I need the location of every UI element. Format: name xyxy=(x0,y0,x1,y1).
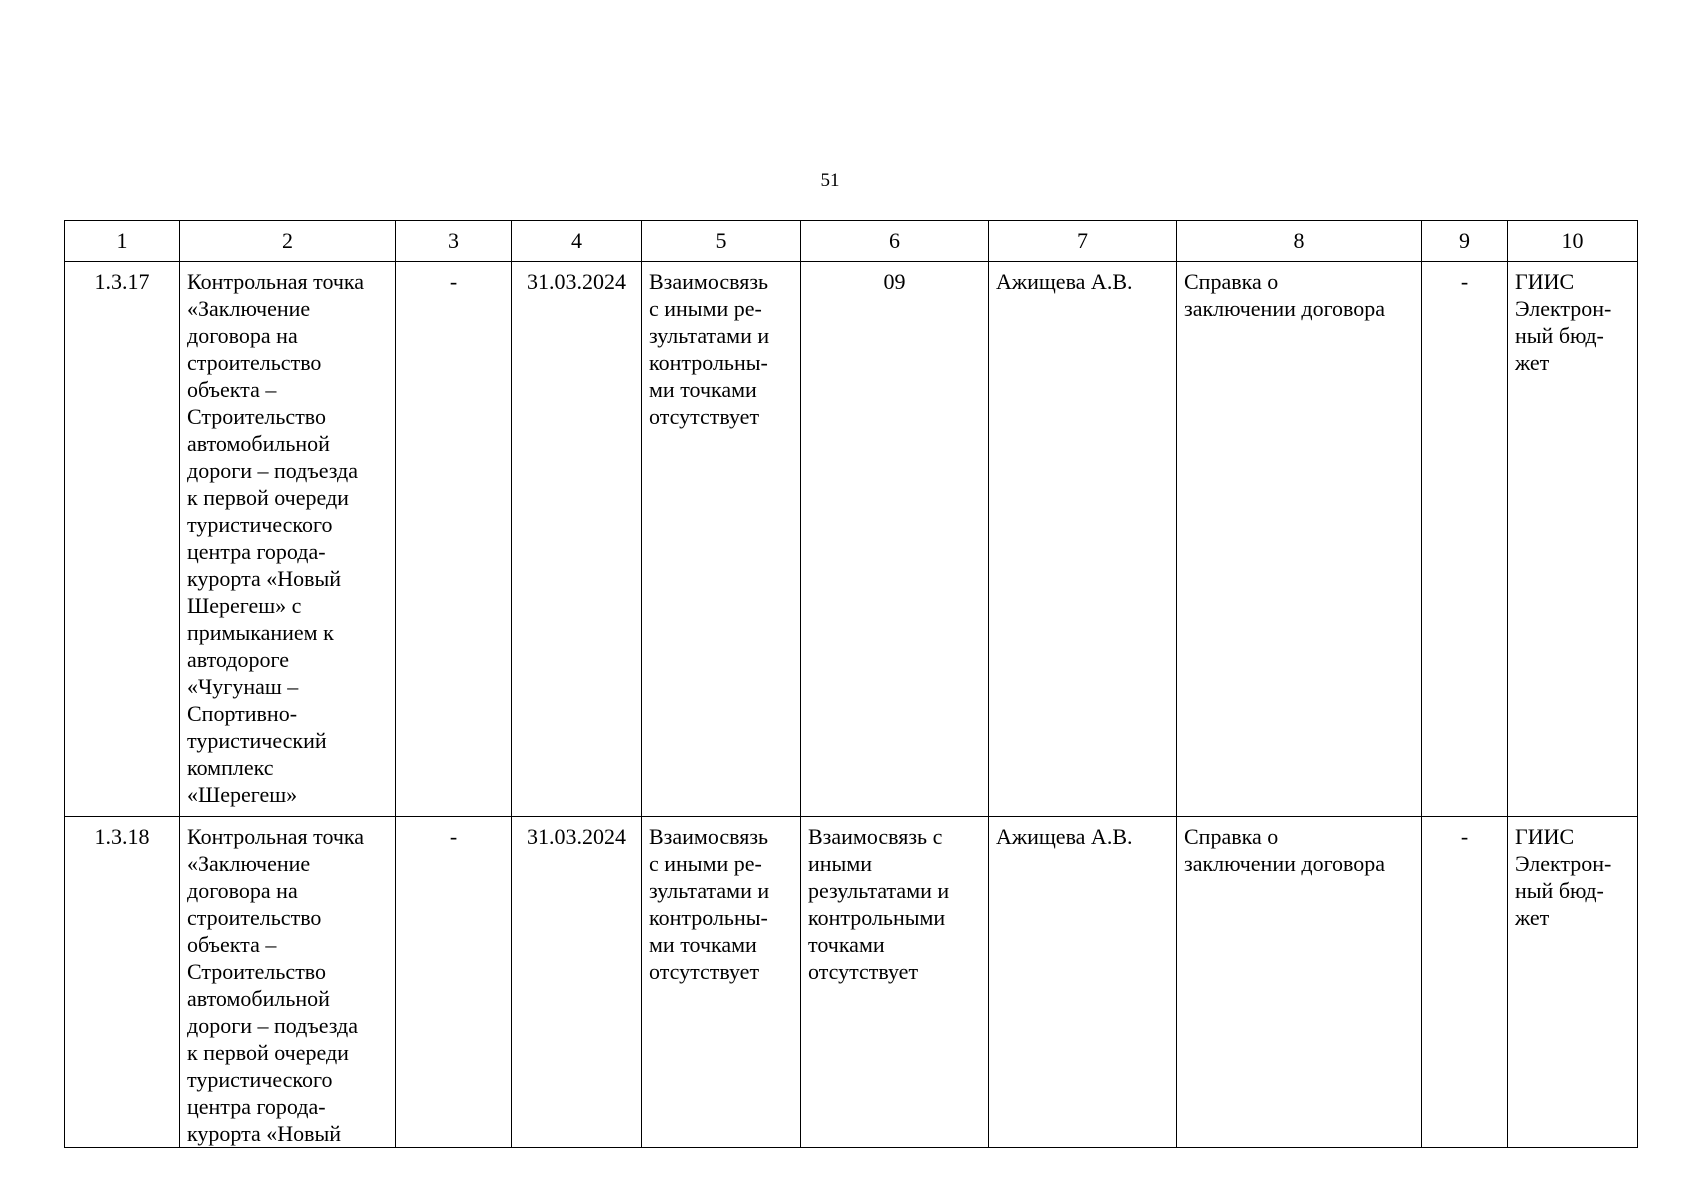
name-cell: Контрольная точка «Заключение договора на строительство объекта – Строительство автомобильной дороги – подъезда к первой очереди туристического центра города- курорта «Новый xyxy=(180,817,396,1148)
column-9-cell: - xyxy=(1422,817,1508,1148)
column-3-cell: - xyxy=(396,262,512,817)
page-number: 51 xyxy=(820,170,840,191)
column-header-2: 2 xyxy=(180,221,396,262)
system-cell: ГИИС Электрон- ный бюд- жет xyxy=(1508,817,1638,1148)
responsible-cell: Ажищева А.В. xyxy=(989,817,1177,1148)
column-header-10: 10 xyxy=(1508,221,1638,262)
column-6-cell: Взаимосвязь с иными результатами и контрольными точками отсутствует xyxy=(801,817,989,1148)
system-cell: ГИИС Электрон- ный бюд- жет xyxy=(1508,262,1638,817)
column-header-9: 9 xyxy=(1422,221,1508,262)
column-header-4: 4 xyxy=(512,221,642,262)
responsible-cell: Ажищева А.В. xyxy=(989,262,1177,817)
name-cell: Контрольная точка «Заключение договора на строительство объекта – Строительство автомобильной дороги – подъезда к первой очереди туристического центра города- курорта «Новый Шерегеш» с примыканием к автодороге «Чугунаш – Спортивно- туристический комплекс «Шерегеш» xyxy=(180,262,396,817)
column-3-cell: - xyxy=(396,817,512,1148)
row-number-cell: 1.3.18 xyxy=(65,817,180,1148)
column-6-cell: 09 xyxy=(801,262,989,817)
date-cell: 31.03.2024 xyxy=(512,262,642,817)
column-header-7: 7 xyxy=(989,221,1177,262)
column-header-1: 1 xyxy=(65,221,180,262)
column-header-3: 3 xyxy=(396,221,512,262)
document-cell: Справка о заключении договора xyxy=(1177,262,1422,817)
date-cell: 31.03.2024 xyxy=(512,817,642,1148)
control-points-table xyxy=(64,220,1638,1148)
table-header-row xyxy=(65,221,1638,262)
column-header-6: 6 xyxy=(801,221,989,262)
document-cell: Справка о заключении договора xyxy=(1177,817,1422,1148)
column-header-8: 8 xyxy=(1177,221,1422,262)
relation-cell: Взаимосвязь с иными ре- зультатами и контрольны- ми точками отсутствует xyxy=(642,262,801,817)
column-header-5: 5 xyxy=(642,221,801,262)
row-number-cell: 1.3.17 xyxy=(65,262,180,817)
column-9-cell: - xyxy=(1422,262,1508,817)
relation-cell: Взаимосвязь с иными ре- зультатами и контрольны- ми точками отсутствует xyxy=(642,817,801,1148)
table-row xyxy=(65,817,1638,1148)
table-row xyxy=(65,262,1638,817)
